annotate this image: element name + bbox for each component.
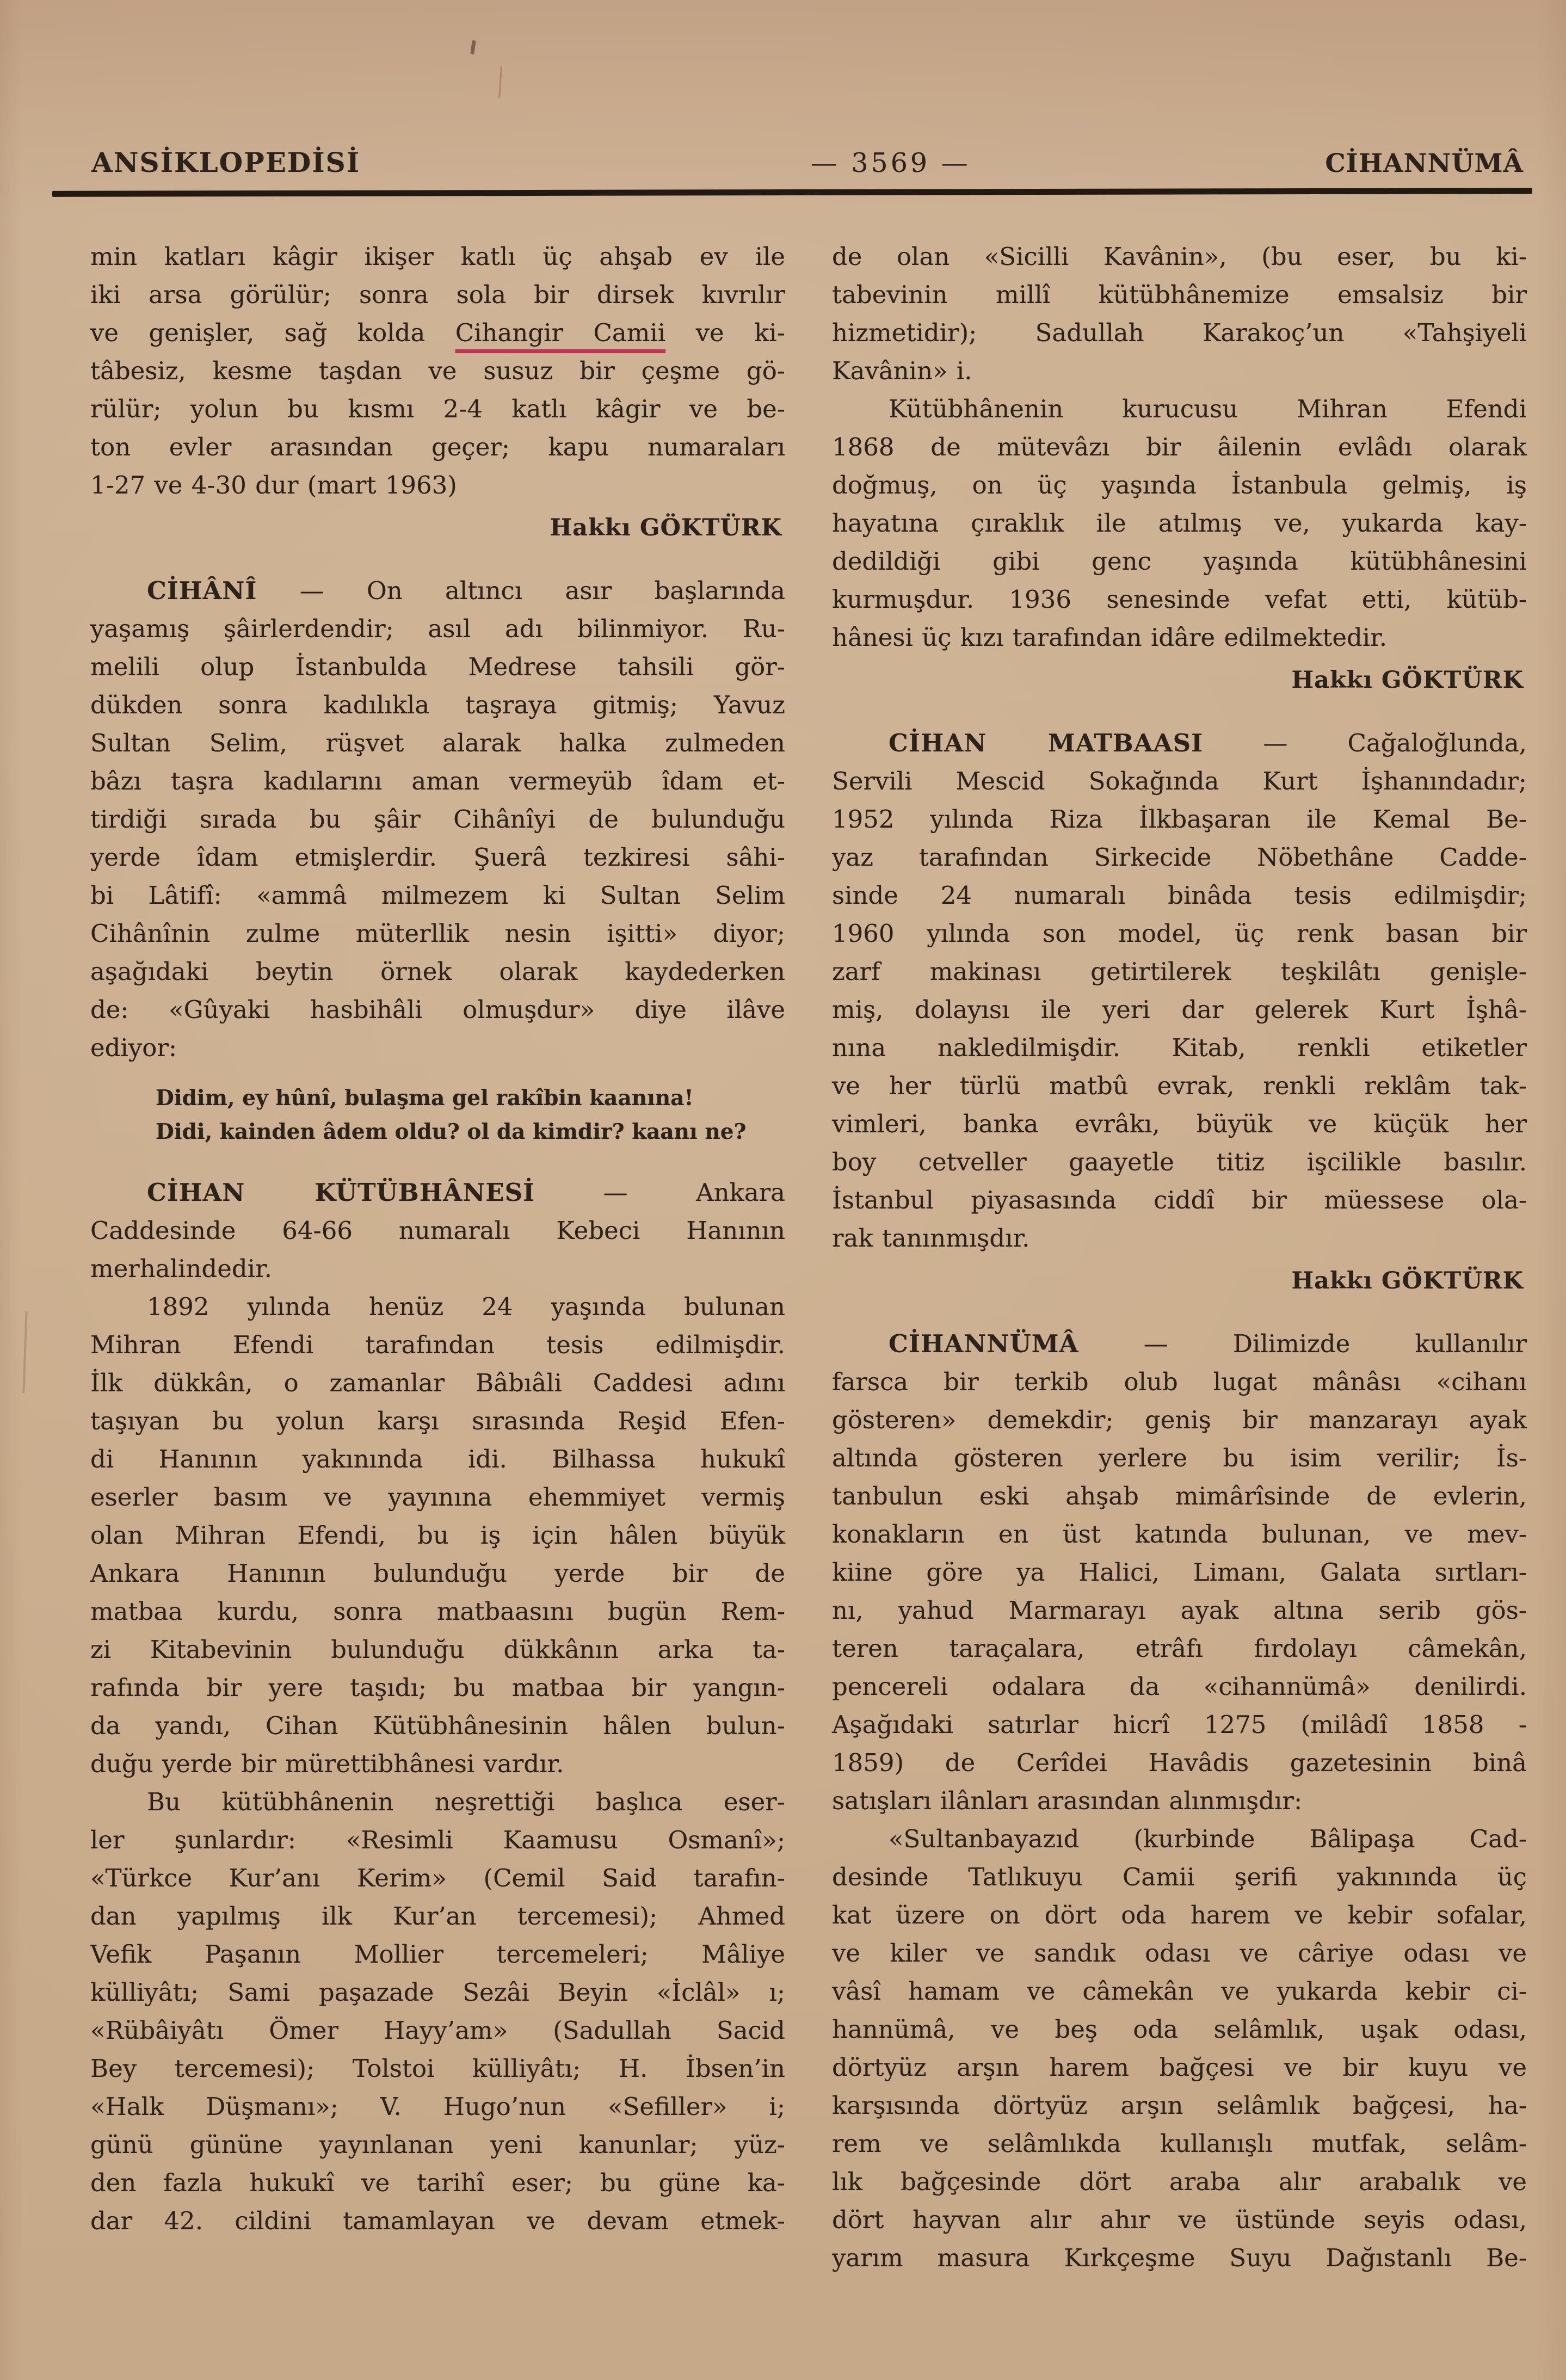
text-line: külliyâtı; Sami paşazade Sezâi Beyin «İclâl» ı;: [90, 1978, 785, 2007]
text-line: rafında bir yere taşıdı; bu matbaa bir yangın-: [90, 1673, 785, 1702]
entry-paragraph: [90, 1174, 785, 1288]
text-line: zarf makinası getirtilerek teşkilâtı genişle-: [832, 957, 1527, 986]
entry-paragraph: [90, 572, 785, 1067]
text-line: rak tanınmışdır.: [832, 1224, 1030, 1253]
text-line: doğmuş, on üç yaşında İstanbula gelmiş, iş: [832, 471, 1527, 500]
running-header: [0, 0, 1566, 181]
text-line: hannümâ, ve beş oda selâmlık, uşak odası,: [832, 2015, 1527, 2044]
text-line: taşıyan bu yolun karşı sırasında Reşid Efen-: [90, 1407, 785, 1435]
text-line: melili olup İstanbulda Medrese tahsili gör-: [90, 652, 785, 681]
text-line: dörtyüz arşın harem bağçesi ve bir kuyu ve: [832, 2053, 1527, 2082]
text-line: «Halk Düşmanı»; V. Hugo’nun «Sefiller» i;: [90, 2092, 785, 2121]
paragraph: [90, 1288, 785, 1783]
author-byline: Hakkı GÖKTÜRK: [550, 514, 782, 541]
text-line: nına nakledilmişdir. Kitab, renkli etiketler: [832, 1033, 1527, 1062]
text-line: olan Mihran Efendi, bu iş için hâlen büyük: [90, 1521, 785, 1550]
text-line: Caddesinde 64-66 numaralı Kebeci Hanının: [90, 1216, 785, 1245]
text-line: Cihânînin zulme müterllik nesin işitti» diyor;: [90, 919, 785, 948]
entry-headword: CİHAN MATBAASI: [889, 729, 1204, 757]
text-line: 1-27 ve 4-30 dur (mart 1963): [90, 471, 457, 500]
text-line: Aşağıdaki satırlar hicrî 1275 (milâdî 1858 -: [832, 1710, 1527, 1739]
paragraph: [832, 238, 1527, 390]
text-line: tâbesiz, kesme taşdan ve susuz bir çeşme gö-: [90, 356, 785, 385]
text-line: zi Kitabevinin bulunduğu dükkânın arka ta-: [90, 1635, 785, 1664]
text-line: Kütübhânenin kurucusu Mihran Efendi: [889, 394, 1527, 423]
text-line: hayatına çıraklık ile atılmış ve, yukarda kay-: [832, 509, 1527, 538]
text-line: kurmuşdur. 1936 senesinde vefat etti, kütüb-: [832, 585, 1527, 614]
entry-headword: CİHAN KÜTÜBHÂNESİ: [147, 1178, 535, 1207]
text-line: miş, dolayısı ile yeri dar gelerek Kurt İşhâ-: [832, 995, 1527, 1024]
text-line: boy cetveller gaayetle titiz işcilikle basılır.: [832, 1148, 1527, 1176]
text-line: vâsî hamam ve câmekân ve yukarda kebir ci-: [832, 1977, 1527, 2006]
text-line: hizmetidir); Sadullah Karakoç’un «Tahşiyeli: [832, 318, 1527, 347]
text-line: [90, 314, 785, 352]
text-line: gösteren» demekdir; geniş bir manzarayı ayak: [832, 1405, 1527, 1434]
running-title-right: CİHANNÜMÂ: [1325, 149, 1524, 178]
text-line: [90, 1174, 785, 1212]
text-line: 1952 yılında Riza İlkbaşaran ile Kemal Be-: [832, 805, 1527, 834]
verse-line: Didim, ey hûnî, bulaşma gel rakîbin kaanına!: [156, 1086, 694, 1111]
text-column-right: [832, 238, 1527, 2277]
text-line: yaşamış şâirlerdendir; asıl adı bilinmiyor. Ru-: [90, 614, 785, 643]
text-line: ton evler arasından geçer; kapu numaraları: [90, 433, 785, 461]
author-byline: Hakkı GÖKTÜRK: [1291, 667, 1524, 694]
text-line: altında gösteren yerlere bu isim verilir; İs-: [832, 1444, 1527, 1472]
text-line: ve her türlü matbû evrak, renkli reklâm tak-: [832, 1071, 1527, 1100]
text-segment: ve genişler, sağ kolda: [90, 318, 455, 347]
entry-headword: CİHÂNÎ: [147, 576, 257, 605]
verse-line: Didi, kainden âdem oldu? ol da kimdir? kaanı ne?: [156, 1119, 747, 1144]
paragraph: [90, 1783, 785, 2240]
entry-paragraph: [832, 724, 1527, 1257]
text-line: rülür; yolun bu kısmı 2-4 katlı kâgir ve be-: [90, 394, 785, 423]
text-line: Servili Mescid Sokağında Kurt İşhanındadır;: [832, 767, 1527, 796]
text-line: kat üzere on dört oda harem ve kebir sofalar,: [832, 1901, 1527, 1929]
text-line: bâzı taşra kadılarını aman vermeyüb îdam et-: [90, 767, 785, 796]
text-line: min katları kâgir ikişer katlı üç ahşab ev ile: [90, 242, 785, 271]
page-number: — 3569 —: [810, 147, 971, 178]
text-line: İlk dükkân, o zamanlar Bâbıâli Caddesi adını: [90, 1368, 785, 1397]
text-line: dört hayvan alır ahır ve üstünde seyis odası,: [832, 2205, 1527, 2234]
text-line: tirdiği sırada bu şâir Cihânîyi de bulunduğu: [90, 805, 785, 834]
text-line: Kavânin» i.: [832, 356, 972, 385]
text-line: iki arsa görülür; sonra sola bir dirsek kıvrılır: [90, 280, 785, 309]
text-line: aşağıdaki beytin örnek olarak kaydederken: [90, 957, 785, 986]
text-line: merhalindedir.: [90, 1254, 272, 1283]
text-line: satışları ilânları arasından alınmışdır:: [832, 1786, 1303, 1815]
text-line: ler şunlardır: «Resimli Kaamusu Osmanî»;: [90, 1826, 785, 1854]
text-line: «Türkce Kur’anı Kerim» (Cemil Said tarafın-: [90, 1864, 785, 1892]
verse-couplet: [156, 1081, 785, 1149]
text-segment: — Cağaloğlunda,: [1203, 729, 1527, 757]
text-line: İstanbul piyasasında ciddî bir müessese ola-: [832, 1186, 1527, 1214]
text-line: da yandı, Cihan Kütübhânesinin hâlen bulun-: [90, 1711, 785, 1740]
entry-headword: CİHANNÜMÂ: [889, 1329, 1079, 1358]
text-line: de: «Gûyaki hasbihâli olmuşdur» diye ilâve: [90, 995, 785, 1024]
text-line: matbaa kurdu, sonra matbaasını bugün Rem-: [90, 1597, 785, 1626]
text-line: lık bağçesinde dört araba alır arabalık ve: [832, 2167, 1527, 2196]
text-line: hânesi üç kızı tarafından idâre edilmektedir.: [832, 623, 1388, 652]
text-line: konakların en üst katında bulunan, ve mev-: [832, 1520, 1527, 1549]
text-line: dükden sonra kadılıkla taşraya gitmiş; Yavuz: [90, 690, 785, 719]
two-column-text-area: [0, 195, 1566, 2277]
text-line: den fazla hukukî ve tarihî eser; bu güne ka-: [90, 2168, 785, 2197]
paragraph: [832, 1820, 1527, 2277]
text-line: [832, 724, 1527, 762]
text-line: ediyor:: [90, 1033, 177, 1062]
text-line: dan yapılmış ilk Kur’an tercemesi); Ahmed: [90, 1902, 785, 1931]
text-line: yerde îdam etmişlerdir. Şuerâ tezkiresi sâhi-: [90, 843, 785, 872]
text-line: teren taraçalara, etrâfı fırdolayı câmekân,: [832, 1634, 1527, 1663]
running-title-left: ANSİKLOPEDİSİ: [91, 146, 361, 178]
text-line: vimleri, banka evrâkı, büyük ve küçük her: [832, 1109, 1527, 1138]
text-line: dar 42. cildini tamamlayan ve devam etmek-: [90, 2206, 785, 2235]
text-line: de olan «Sicilli Kavânin», (bu eser, bu ki-: [832, 242, 1527, 271]
text-line: sinde 24 numaralı binâda tesis edilmişdir;: [832, 881, 1527, 910]
text-line: tanbulun eski ahşab mimârîsinde de evlerin,: [832, 1482, 1527, 1510]
text-line: Vefik Paşanın Mollier tercemeleri; Mâliye: [90, 1940, 785, 1969]
text-line: bi Lâtifî: «ammâ milmezem ki Sultan Selim: [90, 881, 785, 910]
text-line: 1960 yılında son model, üç renk basan bir: [832, 919, 1527, 948]
text-line: pencereli odalara da «cihannümâ» denilirdi.: [832, 1672, 1527, 1701]
text-line: yaz tarafından Sirkecide Nöbethâne Cadde-: [832, 843, 1527, 872]
author-byline: Hakkı GÖKTÜRK: [1291, 1267, 1524, 1294]
paragraph: [832, 390, 1527, 657]
text-line: dedildiği gibi genc yaşında kütübhânesini: [832, 547, 1527, 576]
text-segment: ve ki-: [665, 318, 785, 347]
text-line: «Sultanbayazıd (kurbinde Bâlipaşa Cad-: [889, 1824, 1527, 1853]
red-underlined-term: Cihangir Camii: [455, 318, 666, 347]
text-line: 1868 de mütevâzı bir âilenin evlâdı olarak: [832, 433, 1527, 461]
text-line: tabevinin millî kütübhânemize emsalsiz bir: [832, 280, 1527, 309]
text-line: Bu kütübhânenin neşrettiği başlıca eser-: [147, 1787, 785, 1816]
text-line: rem ve selâmlıkda kullanışlı mutfak, selâm-: [832, 2129, 1527, 2158]
text-segment: — Dilimizde kullanılır: [1078, 1329, 1527, 1358]
text-line: desinde Tatlıkuyu Camii şerifi yakınında üç: [832, 1863, 1527, 1891]
text-line: Bey tercemesi); Tolstoi külliyâtı; H. İbsen’in: [90, 2054, 785, 2083]
text-line: Mihran Efendi tarafından tesis edilmişdir.: [90, 1330, 785, 1359]
text-line: [90, 572, 785, 610]
text-line: nı, yahud Marmarayı ayak altına serib gös-: [832, 1596, 1527, 1625]
text-segment: — On altıncı asır başlarında: [257, 576, 785, 605]
text-line: 1892 yılında henüz 24 yaşında bulunan: [147, 1292, 785, 1321]
text-line: farsca bir terkib olub lugat mânâsı «cihanı: [832, 1367, 1527, 1396]
paragraph: [90, 238, 785, 504]
text-segment: — Ankara: [535, 1178, 785, 1207]
text-line: 1859) de Cerîdei Havâdis gazetesinin binâ: [832, 1748, 1527, 1777]
entry-paragraph: [832, 1325, 1527, 1820]
text-line: «Rübâiyâtı Ömer Hayy’am» (Sadullah Sacid: [90, 2016, 785, 2045]
text-line: duğu yerde bir mürettibhânesi vardır.: [90, 1749, 564, 1778]
text-column-left: [90, 238, 785, 2240]
text-line: yarım masura Kırkçeşme Suyu Dağıstanlı Be-: [832, 2243, 1527, 2272]
text-line: eserler basım ve yayınına ehemmiyet vermiş: [90, 1483, 785, 1512]
text-line: [832, 1325, 1527, 1363]
text-line: Sultan Selim, rüşvet alarak halka zulmeden: [90, 729, 785, 757]
text-line: di Hanının yakınında idi. Bilhassa hukukî: [90, 1445, 785, 1473]
text-line: karşısında dörtyüz arşın selâmlık bağçesi, ha-: [832, 2091, 1527, 2120]
text-line: Ankara Hanının bulunduğu yerde bir de: [90, 1559, 785, 1588]
text-line: günü gününe yayınlanan yeni kanunlar; yüz-: [90, 2130, 785, 2159]
text-line: ve kiler ve sandık odası ve câriye odası ve: [832, 1939, 1527, 1968]
text-line: kiine göre ya Halici, Limanı, Galata sırtları-: [832, 1558, 1527, 1587]
